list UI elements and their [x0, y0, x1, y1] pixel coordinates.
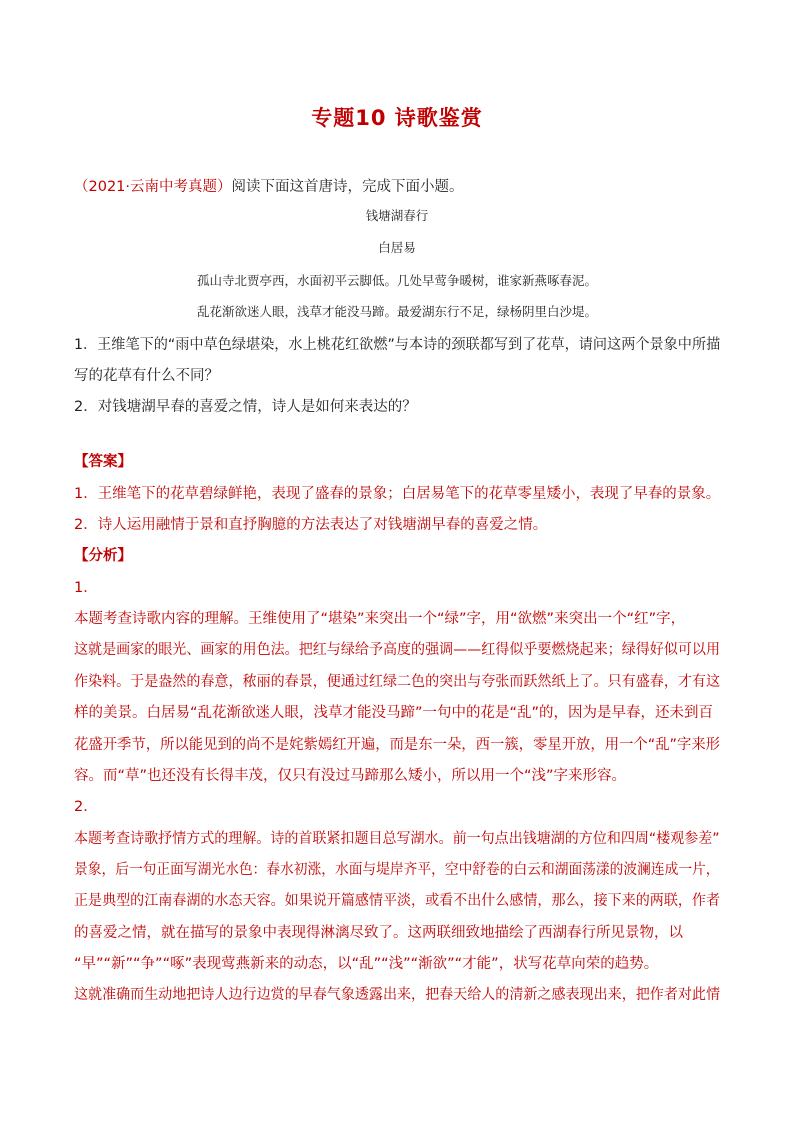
- analysis-line: 本题考查诗歌内容的理解。王维使用了“堪染”来突出一个“绿”字，用“欲燃”来突出一个“红”字，: [74, 611, 686, 627]
- question-instruction: 阅读下面这首唐诗，完成下面小题。: [231, 179, 464, 195]
- question-source: （2021·云南中考真题）: [74, 179, 232, 195]
- analysis-line: 1．: [74, 580, 98, 596]
- analysis-line: 这就准确而生动地把诗人边行边赏的早春气象透露出来，把春天给人的清新之感表现出来，把作者对此情: [74, 987, 720, 1003]
- analysis-line: 作染料。于是盎然的春意，秾丽的春景，便通过红绿二色的突出与夸张而跃然纸上了。只有盛春，才有这: [74, 674, 720, 690]
- question-line: 2．对钱塘湖早春的喜爱之情，诗人是如何来表达的？: [74, 399, 417, 415]
- analysis-line: 本题考查诗歌抒情方式的理解。诗的首联紧扣题目总写湖水。前一句点出钱塘湖的方位和四周“楼观参差”: [74, 831, 720, 847]
- analysis-heading: 【分析】: [74, 548, 132, 564]
- analysis-line: 花盛开季节，所以能见到的尚不是姹紫嫣红开遍，而是东一朵，西一簇，零星开放，用一个“乱”字来形: [74, 737, 721, 753]
- analysis-line: 容。而“草”也还没有长得丰茂，仅只有没过马蹄那么矮小，所以用一个“浅”字来形容。: [74, 768, 627, 784]
- question-intro: [74, 177, 464, 197]
- answer-line: 2．诗人运用融情于景和直抒胸臆的方法表达了对钱塘湖早春的喜爱之情。: [74, 517, 548, 533]
- question-line: 写的花草有什么不同？: [74, 368, 219, 384]
- analysis-line: 正是典型的江南春湖的水态天容。如果说开篇感情平淡，或看不出什么感情，那么，接下来的两联，作者: [74, 893, 720, 909]
- poem-author: 白居易: [378, 240, 416, 255]
- poem-title: 钱塘湖春行: [365, 208, 429, 223]
- poem-line: 孤山寺北贾亭西，水面初平云脚低。几处早莺争暖树，谁家新燕啄春泥。: [196, 273, 597, 288]
- analysis-line: 样的美景。白居易“乱花渐欲迷人眼，浅草才能没马蹄”一句中的花是“乱”的，因为是早春，还未到百: [74, 705, 714, 721]
- analysis-line: “早”“新”“争”“啄”表现莺燕新来的动态，以“乱”“浅”“渐欲”“才能”，状写花草向荣的趋势。: [74, 956, 659, 972]
- answer-heading: 【答案】: [74, 454, 132, 470]
- analysis-line: 这就是画家的眼光、画家的用色法。把红与绿给予高度的强调——红得似乎要燃烧起来；绿得好似可以用: [74, 642, 720, 658]
- answer-line: 1．王维笔下的花草碧绿鲜艳，表现了盛春的景象；白居易笔下的花草零星矮小，表现了早春的景象。: [74, 486, 721, 502]
- poem-line: 乱花渐欲迷人眼，浅草才能没马蹄。最爱湖东行不足，绿杨阴里白沙堤。: [196, 304, 597, 319]
- page-title: 专题10 诗歌鉴赏: [311, 106, 483, 130]
- analysis-line: 的喜爱之情，就在描写的景象中表现得淋漓尽致了。这两联细致地描绘了西湖春行所见景物，以: [74, 925, 683, 941]
- analysis-line: 2．: [74, 799, 98, 815]
- analysis-line: 景象，后一句正面写湖光水色：春水初涨，水面与堤岸齐平，空中舒卷的白云和湖面荡漾的波澜连成一片，: [74, 862, 720, 878]
- question-line: 1．王维笔下的“雨中草色绿堪染，水上桃花红欲燃”与本诗的颈联都写到了花草，请问这两个景象中所描: [74, 337, 721, 353]
